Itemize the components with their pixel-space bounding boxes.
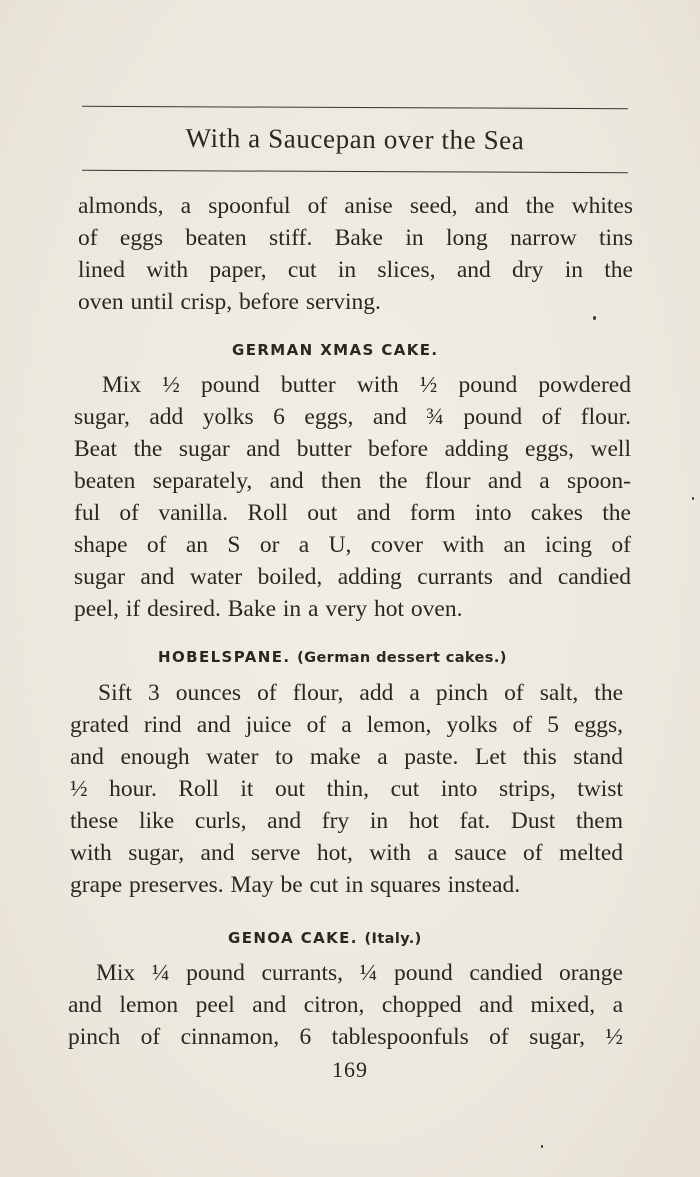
header-rule-top [82,106,628,109]
text-line: peel, if desired. Bake in a very hot oven. [74,596,463,622]
header-rule-bottom [82,170,628,173]
text-line: grated rind and juice of a lemon, yolks of 5 eggs, [70,712,623,738]
recipe-note: (German dessert cakes.) [297,650,507,666]
text-line: sugar, add yolks 6 eggs, and ¾ pound of flour. [74,404,631,430]
text-line: and lemon peel and citron, chopped and mixed, a [68,992,623,1018]
text-line: grape preserves. May be cut in squares instead. [70,872,521,898]
text-line: beaten separately, and then the flour and a spoon- [74,468,631,494]
text-line: Mix ½ pound butter with ½ pound powdered [102,372,631,398]
text-line: pinch of cinnamon, 6 tablespoonfuls of sugar, ½ [68,1024,623,1050]
ink-speck [541,1145,543,1148]
page-number: 169 [332,1057,368,1082]
text-line: and enough water to make a paste. Let this stand [70,744,623,770]
text-line: ful of vanilla. Roll out and form into cakes the [74,500,631,526]
recipe-body-german-xmas-cake [74,369,631,625]
text-line: lined with paper, cut in slices, and dry in the [78,257,633,283]
running-head: With a Saucepan over the Sea [185,122,525,156]
recipe-title-german-xmas-cake [232,341,439,359]
recipe-body-hobelspane [70,677,623,901]
recipe-body-genoa-cake [68,957,623,1053]
text-line: shape of an S or a U, cover with an icing of [74,532,631,558]
text-line: with sugar, and serve hot, with a sauce of melted [70,840,623,866]
intro-paragraph [78,190,633,318]
recipe-title-hobelspane [158,648,507,666]
recipe-title: GENOA CAKE. [228,929,358,947]
text-line: Sift 3 ounces of flour, add a pinch of salt, the [98,680,623,706]
recipe-title: GERMAN XMAS CAKE. [232,341,439,359]
text-line: sugar and water boiled, adding currants and candied [74,564,631,590]
recipe-title-genoa-cake [228,929,422,947]
recipe-title: HOBELSPANE. [158,648,291,666]
recipe-note: (Italy.) [364,931,422,947]
text-line: of eggs beaten stiff. Bake in long narrow tins [78,225,633,251]
ink-speck [593,316,596,320]
text-line: almonds, a spoonful of anise seed, and the whites [78,193,633,219]
text-line: oven until crisp, before serving. [78,289,381,315]
text-line: Mix ¼ pound currants, ¼ pound candied orange [96,960,623,986]
text-line: ½ hour. Roll it out thin, cut into strips, twist [70,776,623,802]
text-line: Beat the sugar and butter before adding eggs, well [74,436,631,462]
ink-speck [692,497,694,500]
text-line: these like curls, and fry in hot fat. Dust them [70,808,623,834]
